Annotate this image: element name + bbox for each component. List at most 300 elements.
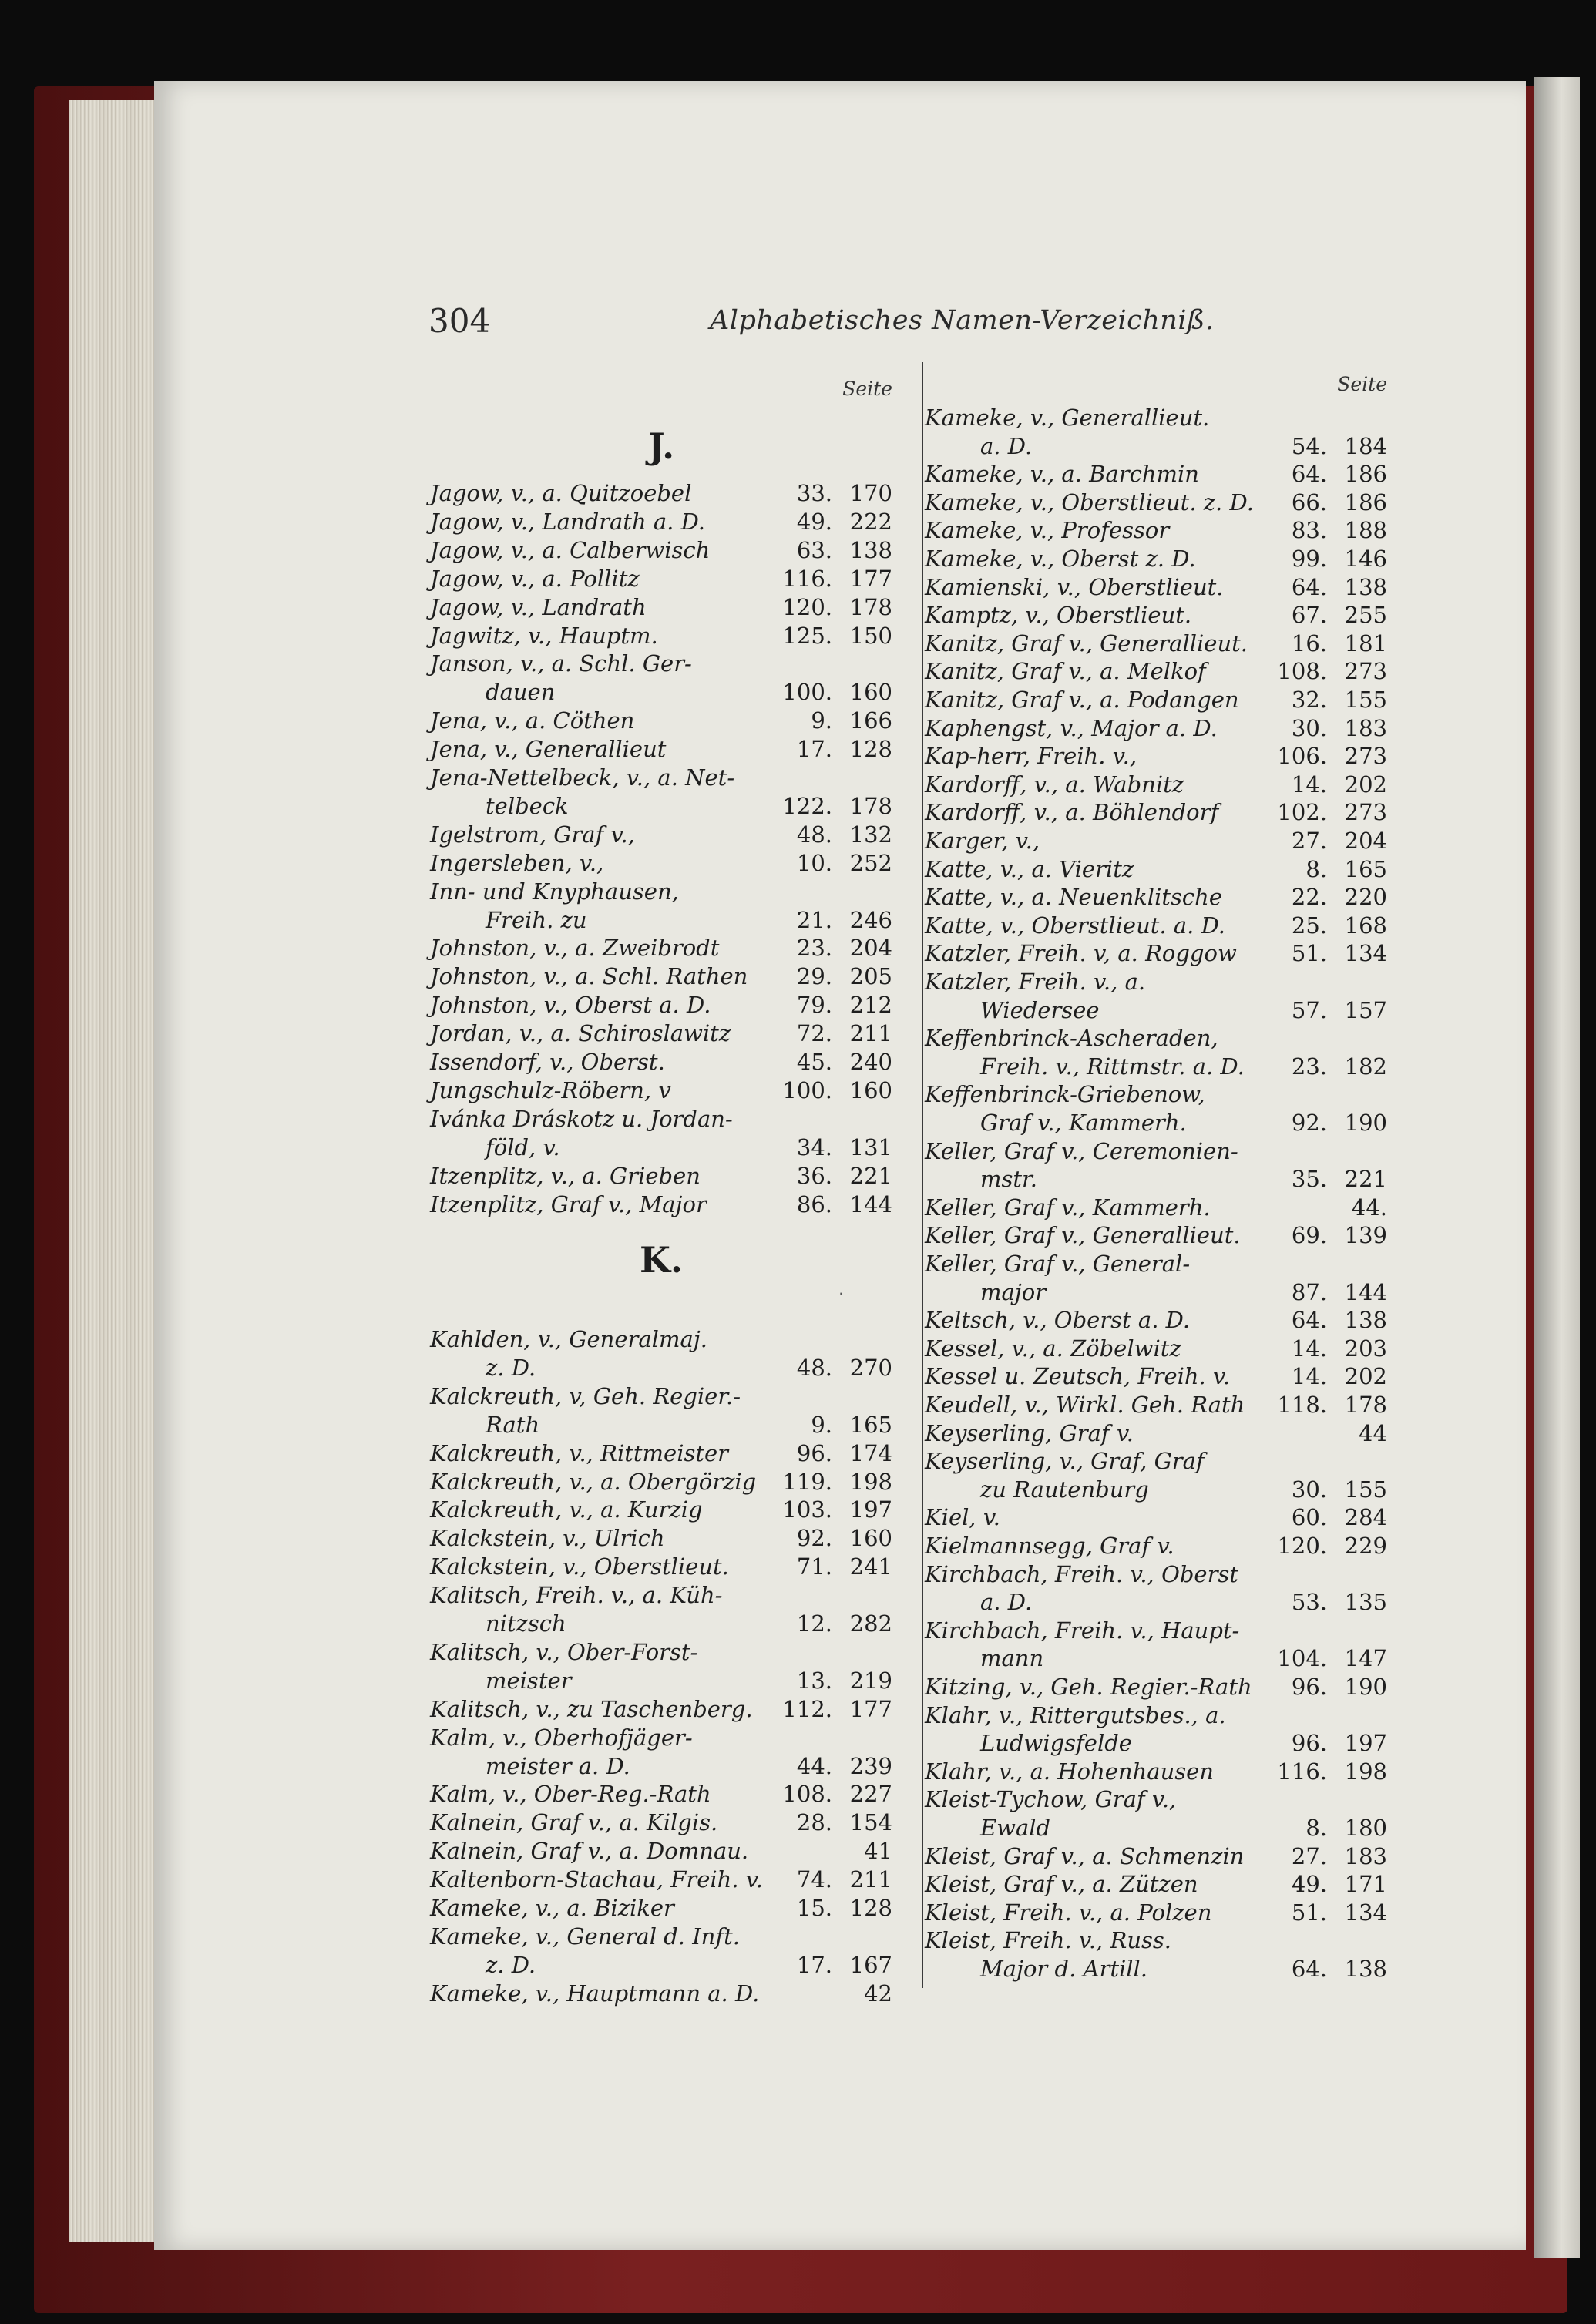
index-entry [925, 968, 1387, 996]
entry-name: Katte, v., a. Vieritz [925, 855, 1134, 882]
index-entry [925, 404, 1387, 432]
entry-name: Kamienski, v., Oberstlieut. [925, 573, 1224, 600]
index-entry [925, 855, 1387, 884]
entry-name: Kalitsch, v., zu Taschenberg. [430, 1695, 753, 1722]
entry-number: 51. [1291, 940, 1327, 967]
entry-page: 160 [849, 679, 892, 706]
entry-number: 104. [1277, 1645, 1327, 1672]
entry-page: 134 [1344, 940, 1387, 967]
entry-number: 100. [782, 679, 832, 706]
index-entry [430, 1439, 892, 1468]
index-entry [925, 1419, 1387, 1448]
entry-name: Katte, v., a. Neuenklitsche [925, 884, 1222, 911]
index-entry [925, 1644, 1387, 1673]
entry-page: 144 [1344, 1278, 1387, 1305]
entry-name: Kameke, v., Generallieut. [925, 405, 1210, 431]
entry-number: 14. [1291, 1363, 1327, 1390]
index-entry [925, 1729, 1387, 1758]
index-entry [925, 1278, 1387, 1307]
index-entry [925, 1673, 1387, 1701]
entry-number: 64. [1291, 1307, 1327, 1334]
entry-number: 29. [796, 963, 832, 990]
entry-name: Kleist, Freih. v., a. Polzen [925, 1899, 1212, 1926]
entry-name: telbeck [486, 792, 569, 819]
entry-number: 92. [1291, 1110, 1327, 1136]
entry-page: 211 [849, 1866, 892, 1893]
index-entry [430, 1780, 892, 1808]
entry-name: Igelstrom, Graf v., [430, 821, 635, 848]
entry-page: 182 [1344, 1053, 1387, 1080]
index-entry [430, 479, 892, 508]
entry-page: 144 [849, 1191, 892, 1217]
entry-page: 131 [849, 1133, 892, 1160]
entry-page: 155 [1344, 1476, 1387, 1503]
entry-page: 219 [849, 1667, 892, 1694]
entry-page: 273 [1344, 658, 1387, 685]
entry-page: 211 [849, 1020, 892, 1047]
entry-name: zu Rautenburg [980, 1476, 1149, 1503]
entry-number: 48. [796, 1354, 832, 1381]
index-entry [430, 707, 892, 735]
entry-page: 227 [849, 1781, 892, 1808]
entry-name: Kalckstein, v., Oberstlieut. [430, 1553, 729, 1580]
index-entry [430, 1951, 892, 1980]
index-entry [430, 821, 892, 849]
entry-name: Kameke, v., Oberst z. D. [925, 546, 1196, 572]
entry-number: 14. [1291, 1335, 1327, 1362]
entry-name: Kahlden, v., Generalmaj. [430, 1326, 707, 1352]
entry-page: 229 [1344, 1533, 1387, 1559]
entry-name: Jordan, v., a. Schiroslawitz [430, 1020, 731, 1047]
entry-number: 27. [1291, 1842, 1327, 1869]
entry-name: Kalckstein, v., Ulrich [430, 1525, 665, 1552]
index-entry [430, 1076, 892, 1105]
index-entry [925, 883, 1387, 912]
entry-number: 22. [1291, 884, 1327, 911]
entry-page: 178 [849, 593, 892, 620]
entry-name: Kameke, v., Oberstlieut. z. D. [925, 489, 1254, 516]
entry-name: Ewald [980, 1815, 1051, 1841]
entry-name: Johnston, v., a. Zweibrodt [430, 935, 720, 962]
index-entry [430, 1610, 892, 1638]
entry-number: 116. [1277, 1758, 1327, 1785]
entry-number: 120. [782, 593, 832, 620]
running-title: Alphabetisches Namen-Verzeichniß. [710, 305, 1215, 336]
entry-number: 74. [796, 1866, 832, 1893]
entry-name: a. D. [980, 1589, 1033, 1616]
entry-number: 10. [796, 849, 832, 876]
index-entry [925, 1080, 1387, 1109]
seite-label: Seite [842, 378, 892, 400]
entry-name: nitzsch [486, 1610, 566, 1637]
entry-name: Karger, v., [925, 828, 1040, 854]
entry-name: a. D. [980, 432, 1033, 459]
entry-number: 60. [1291, 1504, 1327, 1531]
entry-number: 64. [1291, 461, 1327, 488]
entry-number: 103. [782, 1496, 832, 1523]
index-entry [430, 906, 892, 935]
column-divider [922, 362, 923, 1988]
index-entry [430, 1923, 892, 1951]
entry-number: 8. [1305, 855, 1327, 882]
entry-name: Kalckreuth, v., a. Kurzig [430, 1496, 703, 1523]
index-entry [925, 1053, 1387, 1081]
entry-page: 190 [1344, 1110, 1387, 1136]
index-entry [925, 1814, 1387, 1842]
entry-name: Kirchbach, Freih. v., Oberst [925, 1560, 1238, 1587]
entry-page: 204 [849, 935, 892, 962]
entry-name: Kalitsch, v., Ober-Forst- [430, 1638, 698, 1665]
entry-name: Ivánka Dráskotz u. Jordan- [430, 1105, 733, 1132]
entry-number: 25. [1291, 912, 1327, 939]
entry-page: 188 [1344, 517, 1387, 544]
index-entry [430, 650, 892, 678]
entry-number: 30. [1291, 1476, 1327, 1503]
entry-page: 128 [849, 736, 892, 763]
entry-page: 181 [1344, 630, 1387, 657]
entry-name: Jungschulz-Röbern, v [430, 1076, 671, 1103]
entry-name: Kessel, v., a. Zöbelwitz [925, 1335, 1181, 1362]
entry-name: Kleist, Graf v., a. Zützen [925, 1871, 1198, 1898]
index-entry [430, 1667, 892, 1695]
entry-name: Kleist-Tychow, Graf v., [925, 1786, 1177, 1813]
index-entry [925, 545, 1387, 573]
entry-name: Major d. Artill. [980, 1956, 1148, 1982]
index-entry [925, 1362, 1387, 1391]
entry-name: Kameke, v., Professor [925, 517, 1170, 544]
entry-number: 96. [1291, 1730, 1327, 1757]
entry-page: 240 [849, 1049, 892, 1075]
entry-number: 30. [1291, 714, 1327, 741]
entry-name: Kardorff, v., a. Böhlendorf [925, 799, 1219, 826]
index-entry [430, 1752, 892, 1781]
entry-name: Kameke, v., a. Biziker [430, 1895, 674, 1921]
index-entry [925, 1024, 1387, 1053]
entry-page: 190 [1344, 1674, 1387, 1700]
entry-number: 17. [796, 736, 832, 763]
index-entry [430, 1695, 892, 1724]
entry-page: 273 [1344, 799, 1387, 826]
entry-page: 150 [849, 622, 892, 649]
index-entry [925, 1870, 1387, 1899]
entry-name: Issendorf, v., Oberst. [430, 1049, 665, 1075]
entry-name: Wiedersee [980, 996, 1100, 1023]
entry-page: 284 [1344, 1504, 1387, 1531]
entry-name: Kessel u. Zeutsch, Freih. v. [925, 1363, 1231, 1390]
index-entry [430, 1837, 892, 1866]
entry-number: 44. [796, 1752, 832, 1779]
index-entry [430, 1325, 892, 1354]
entry-name: Kirchbach, Freih. v., Haupt- [925, 1617, 1240, 1644]
entry-name: Kanitz, Graf v., a. Podangen [925, 687, 1239, 713]
index-entry [925, 1588, 1387, 1617]
entry-name: Jena-Nettelbeck, v., a. Net- [430, 764, 735, 791]
entry-page: 212 [849, 992, 892, 1019]
entry-name: Keller, Graf v., Generallieut. [925, 1222, 1241, 1249]
entry-page: 255 [1344, 602, 1387, 629]
entry-number: 63. [796, 536, 832, 563]
index-entry [925, 1758, 1387, 1786]
entry-number: 15. [796, 1895, 832, 1921]
entry-number: 53. [1291, 1589, 1327, 1616]
entry-page: 138 [1344, 1307, 1387, 1334]
entry-page: 204 [1344, 828, 1387, 854]
entry-page: 171 [1344, 1871, 1387, 1898]
entry-number: 8. [1305, 1815, 1327, 1841]
entry-name: Kap-herr, Freih. v., [925, 743, 1137, 770]
entry-page: 44. [1351, 1194, 1387, 1221]
entry-number: 119. [782, 1468, 832, 1495]
index-entry [925, 1109, 1387, 1137]
entry-name: Klahr, v., a. Hohenhausen [925, 1758, 1214, 1785]
index-entry [430, 1019, 892, 1048]
entry-name: Kaphengst, v., Major a. D. [925, 714, 1218, 741]
entry-page: 183 [1344, 714, 1387, 741]
entry-page: 221 [1344, 1166, 1387, 1193]
entry-name: Jagwitz, v., Hauptm. [430, 622, 658, 649]
entry-number: 54. [1291, 432, 1327, 459]
entry-name: Ingersleben, v., [430, 849, 604, 876]
entry-number: 32. [1291, 687, 1327, 713]
entry-page: 160 [849, 1525, 892, 1552]
entry-number: 51. [1291, 1899, 1327, 1926]
entry-number: 35. [1291, 1166, 1327, 1193]
index-entry [925, 1391, 1387, 1419]
index-entry [925, 1165, 1387, 1194]
entry-page: 42 [864, 1980, 892, 2007]
index-entry [925, 1842, 1387, 1871]
index-entry [430, 934, 892, 962]
entry-page: 239 [849, 1752, 892, 1779]
entry-name: Itzenplitz, v., a. Grieben [430, 1162, 701, 1189]
entry-page: 198 [1344, 1758, 1387, 1785]
entry-name: Graf v., Kammerh. [980, 1110, 1187, 1136]
index-entry [925, 1617, 1387, 1645]
entry-page: 220 [1344, 884, 1387, 911]
index-entry [925, 939, 1387, 968]
entry-name: Kameke, v., Hauptmann a. D. [430, 1980, 760, 2007]
entry-number: 96. [796, 1439, 832, 1466]
entry-page: 252 [849, 849, 892, 876]
entry-name: Keller, Graf v., Kammerh. [925, 1194, 1211, 1221]
entry-name: z. D. [486, 1951, 536, 1978]
entry-name: Klahr, v., Rittergutsbes., a. [925, 1701, 1226, 1728]
index-entry [925, 912, 1387, 940]
index-entry [925, 1476, 1387, 1504]
index-entry [925, 771, 1387, 799]
entry-number: 125. [782, 622, 832, 649]
entry-page: 139 [1344, 1222, 1387, 1249]
entry-name: Kalckreuth, v., Rittmeister [430, 1439, 729, 1466]
entry-page: 138 [849, 536, 892, 563]
entry-number: 112. [782, 1695, 832, 1722]
index-entry [925, 1560, 1387, 1589]
entry-number: 64. [1291, 1956, 1327, 1982]
entry-page: 160 [849, 1076, 892, 1103]
entry-page: 128 [849, 1895, 892, 1921]
entry-name: Jagow, v., a. Pollitz [430, 565, 640, 592]
entry-name: mstr. [980, 1166, 1037, 1193]
entry-name: meister [486, 1667, 572, 1694]
index-entry [430, 678, 892, 707]
index-entry [925, 489, 1387, 517]
entry-name: Kalnein, Graf v., a. Domnau. [430, 1838, 749, 1865]
index-entry [430, 1105, 892, 1133]
entry-page: 221 [849, 1162, 892, 1189]
section-letter: K. [640, 1239, 683, 1281]
entry-page: 155 [1344, 687, 1387, 713]
section-letter: J. [647, 425, 675, 467]
entry-number: 79. [796, 992, 832, 1019]
entry-name: Ludwigsfelde [980, 1730, 1132, 1757]
entry-number: 27. [1291, 828, 1327, 854]
index-entry [430, 622, 892, 650]
index-entry [925, 1701, 1387, 1730]
index-entry [925, 1785, 1387, 1814]
entry-number: 23. [796, 935, 832, 962]
index-entry [925, 630, 1387, 658]
entry-number: 57. [1291, 996, 1327, 1023]
entry-number: 16. [1291, 630, 1327, 657]
entry-page: 184 [1344, 432, 1387, 459]
entry-page: 167 [849, 1951, 892, 1978]
entry-page: 197 [849, 1496, 892, 1523]
index-entry [430, 962, 892, 991]
index-entry [430, 792, 892, 821]
entry-name: Kanitz, Graf v., Generallieut. [925, 630, 1248, 657]
entry-page: 165 [849, 1411, 892, 1438]
index-entry [430, 849, 892, 878]
index-entry [430, 1638, 892, 1667]
index-entry [925, 996, 1387, 1025]
entry-name: Keyserling, Graf v. [925, 1419, 1134, 1446]
entry-name: Katzler, Freih. v, a. Roggow [925, 940, 1237, 967]
entry-number: 36. [796, 1162, 832, 1189]
entry-number: 23. [1291, 1053, 1327, 1080]
entry-name: Kamptz, v., Oberstlieut. [925, 602, 1192, 629]
index-entry [925, 657, 1387, 686]
entry-name: dauen [486, 679, 556, 706]
entry-name: Jagow, v., Landrath [430, 593, 647, 620]
index-entry [430, 1191, 892, 1219]
entry-number: 64. [1291, 573, 1327, 600]
index-entry [430, 764, 892, 792]
index-entry [925, 1899, 1387, 1927]
index-entry [925, 516, 1387, 545]
entry-number: 69. [1291, 1222, 1327, 1249]
entry-number: 118. [1277, 1392, 1327, 1418]
entry-name: Kanitz, Graf v., a. Melkof [925, 658, 1206, 685]
entry-number: 106. [1277, 743, 1327, 770]
entry-page: 273 [1344, 743, 1387, 770]
entry-page: 180 [1344, 1815, 1387, 1841]
index-entry [430, 508, 892, 536]
index-entry [430, 1411, 892, 1439]
entry-page: 147 [1344, 1645, 1387, 1672]
entry-page: 154 [849, 1809, 892, 1836]
index-entry [925, 1250, 1387, 1278]
entry-page: 178 [849, 792, 892, 819]
entry-number: 9. [811, 707, 832, 734]
entry-number: 87. [1291, 1278, 1327, 1305]
index-entry [430, 1162, 892, 1191]
index-entry [430, 1581, 892, 1610]
index-entry [430, 1894, 892, 1923]
entry-number: 49. [1291, 1871, 1327, 1898]
page-number: 304 [428, 302, 491, 340]
facing-page-edge [1534, 77, 1580, 2258]
entry-name: major [980, 1278, 1047, 1305]
entry-page: 134 [1344, 1899, 1387, 1926]
index-entry [430, 1468, 892, 1496]
entry-page: 168 [1344, 912, 1387, 939]
entry-number: 120. [1277, 1533, 1327, 1559]
entry-name: Freih. v., Rittmstr. a. D. [980, 1053, 1245, 1080]
index-entry [430, 1724, 892, 1752]
index-entry [430, 1048, 892, 1076]
index-entry [430, 1980, 892, 2008]
entry-number: 96. [1291, 1674, 1327, 1700]
entry-number: 33. [796, 480, 832, 506]
index-entry [430, 878, 892, 906]
entry-name: Katte, v., Oberstlieut. a. D. [925, 912, 1225, 939]
entry-page: 198 [849, 1468, 892, 1495]
entry-page: 157 [1344, 996, 1387, 1023]
entry-page: 282 [849, 1610, 892, 1637]
entry-number: 86. [796, 1191, 832, 1217]
index-entry [925, 1335, 1387, 1363]
stray-mark: ‧ [838, 1285, 844, 1305]
entry-name: Kardorff, v., a. Wabnitz [925, 771, 1184, 798]
entry-page: 146 [1344, 546, 1387, 572]
entry-number: 108. [782, 1781, 832, 1808]
entry-number: 14. [1291, 771, 1327, 798]
index-entry [430, 1866, 892, 1894]
entry-name: föld, v. [486, 1133, 560, 1160]
entry-name: Kitzing, v., Geh. Regier.-Rath [925, 1674, 1252, 1700]
entry-number: 72. [796, 1020, 832, 1047]
entry-page: 44 [1359, 1419, 1387, 1446]
index-entry [430, 991, 892, 1019]
index-entry [925, 686, 1387, 714]
entry-name: Kaltenborn-Stachau, Freih. v. [430, 1866, 763, 1893]
entry-name: Kleist, Graf v., a. Schmenzin [925, 1842, 1245, 1869]
index-entry [430, 565, 892, 593]
entry-name: Jagow, v., a. Calberwisch [430, 536, 711, 563]
entry-page: 202 [1344, 1363, 1387, 1390]
entry-page: 41 [864, 1838, 892, 1865]
entry-name: Kalitsch, Freih. v., a. Küh- [430, 1582, 723, 1609]
index-entry [430, 536, 892, 565]
index-entry [925, 1194, 1387, 1222]
entry-number: 116. [782, 565, 832, 592]
seite-label: Seite [1337, 373, 1387, 395]
entry-page: 138 [1344, 1956, 1387, 1982]
entry-name: Johnston, v., a. Schl. Rathen [430, 963, 748, 990]
index-entry [925, 1955, 1387, 1983]
entry-page: 203 [1344, 1335, 1387, 1362]
entry-page: 183 [1344, 1842, 1387, 1869]
entry-number: 21. [796, 906, 832, 933]
entry-number: 28. [796, 1809, 832, 1836]
entry-page: 186 [1344, 489, 1387, 516]
entry-name: Jagow, v., Landrath a. D. [430, 508, 706, 535]
entry-name: Jena, v., a. Cöthen [430, 707, 635, 734]
entry-page: 170 [849, 480, 892, 506]
entry-name: Kalm, v., Oberhofjäger- [430, 1724, 693, 1751]
entry-page: 166 [849, 707, 892, 734]
entry-number: 99. [1291, 546, 1327, 572]
